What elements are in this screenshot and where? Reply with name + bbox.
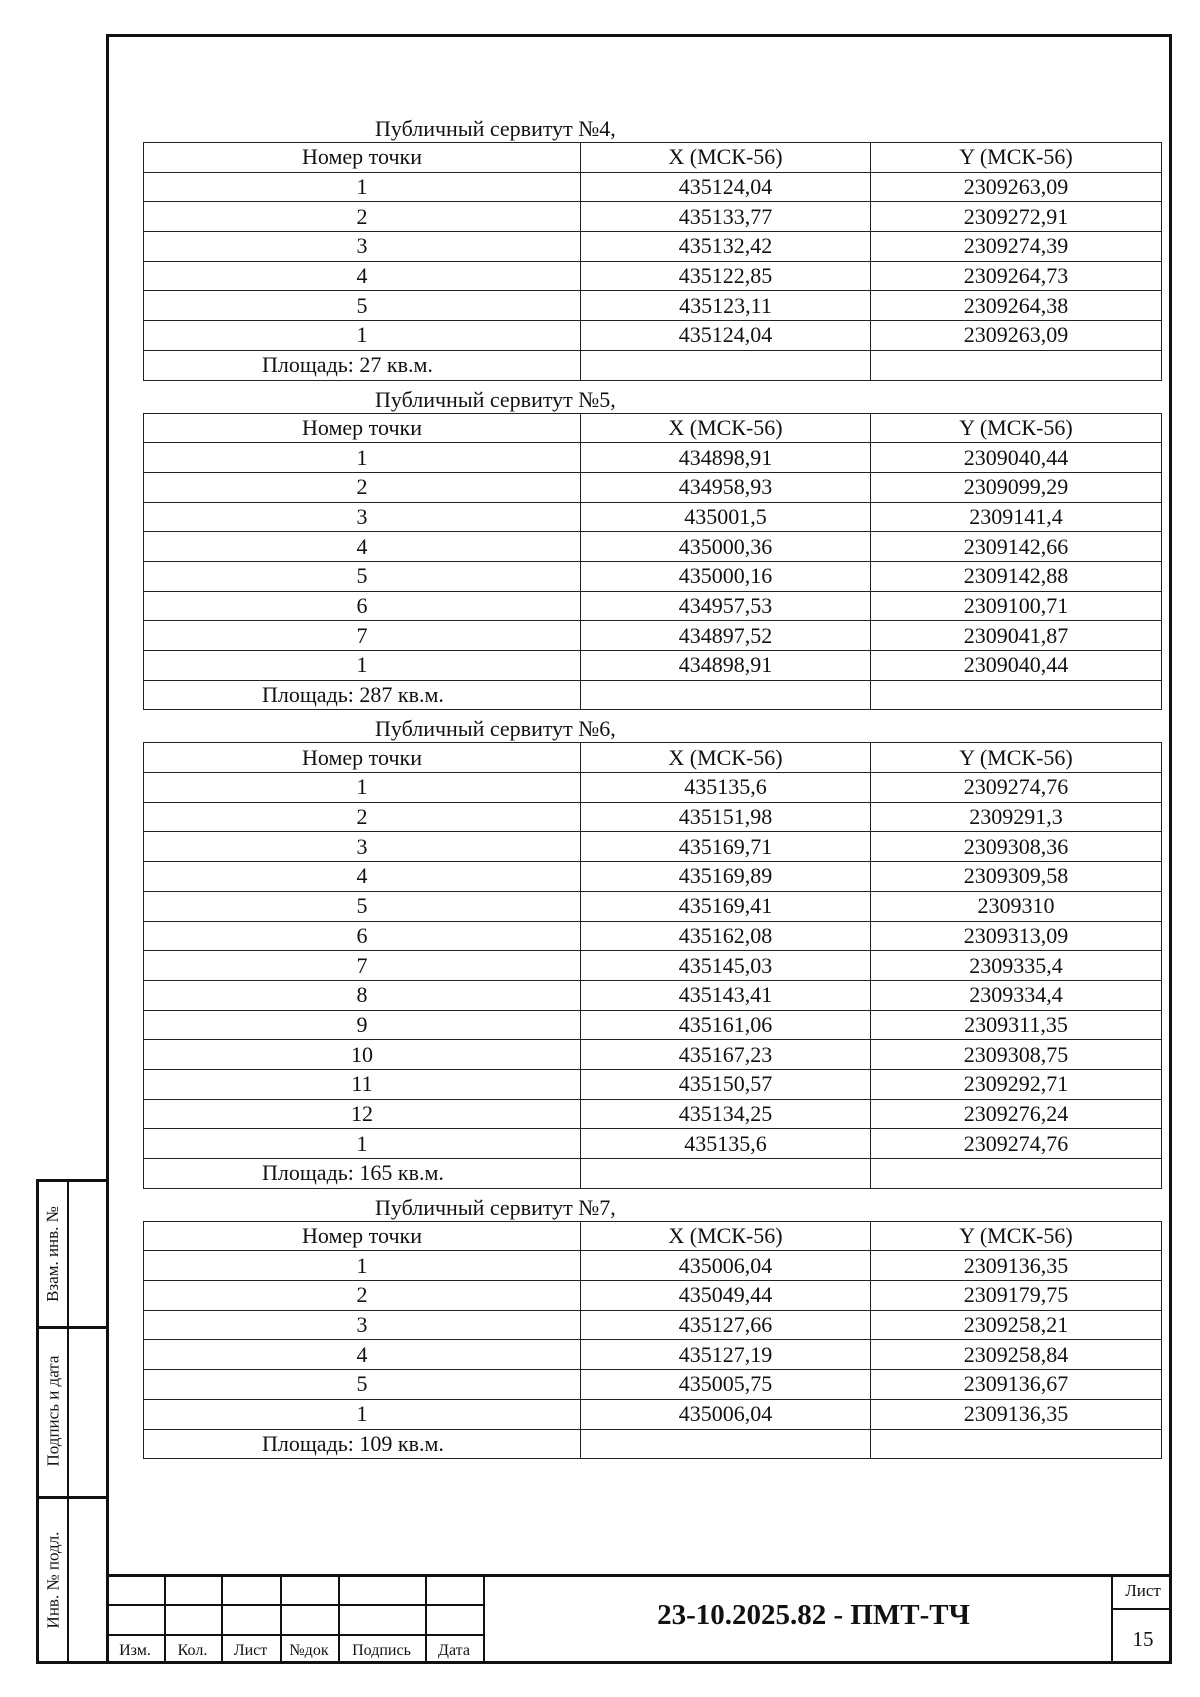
table-row [144,472,1162,502]
y-coordinate-cell: 2309291,3 [871,802,1162,832]
x-coordinate-cell: 435006,04 [581,1251,871,1281]
area-row [144,680,1162,710]
point-number-cell: 6 [144,921,581,951]
table-row [144,1129,1162,1159]
y-coordinate-cell: 2309276,24 [871,1099,1162,1129]
area-row [144,1159,1162,1189]
table-row [144,321,1162,351]
y-coordinate-cell: 2309308,75 [871,1040,1162,1070]
point-number-cell: 3 [144,232,581,262]
title-block [106,1574,1172,1664]
point-number-cell: 7 [144,951,581,981]
table-row [144,561,1162,591]
header-point-number: Номер точки [144,743,581,773]
header-y: Y (МСК-56) [871,143,1162,173]
label-podpis: Подпись [352,1642,411,1659]
stamp-signature-date: Подпись и дата [43,1355,62,1467]
table-row [144,1099,1162,1129]
table-row [144,832,1162,862]
x-coordinate-cell: 435001,5 [581,502,871,532]
x-coordinate-cell: 435127,19 [581,1340,871,1370]
stamp-inv-number: Инв. № подл. [43,1531,62,1629]
header-x: X (МСК-56) [581,143,871,173]
empty-cell [871,1159,1162,1189]
y-coordinate-cell: 2309263,09 [871,321,1162,351]
y-coordinate-cell: 2309335,4 [871,951,1162,981]
table-row [144,621,1162,651]
point-number-cell: 3 [144,832,581,862]
empty-cell [581,1429,871,1459]
x-coordinate-cell: 435006,04 [581,1399,871,1429]
label-list: Лист [233,1642,268,1659]
point-number-cell: 2 [144,202,581,232]
y-coordinate-cell: 2309041,87 [871,621,1162,651]
x-coordinate-cell: 435134,25 [581,1099,871,1129]
area-row [144,1429,1162,1459]
y-coordinate-cell: 2309272,91 [871,202,1162,232]
table-header-row [144,413,1162,443]
header-y: Y (МСК-56) [871,743,1162,773]
y-coordinate-cell: 2309040,44 [871,651,1162,681]
x-coordinate-cell: 435000,36 [581,532,871,562]
section-title: Публичный сервитут №6, [375,716,616,742]
table-header-row [144,743,1162,773]
y-coordinate-cell: 2309292,71 [871,1069,1162,1099]
area-cell: Площадь: 109 кв.м. [144,1429,581,1459]
sheet-number: 15 [1132,1627,1154,1651]
x-coordinate-cell: 435162,08 [581,921,871,951]
point-number-cell: 4 [144,532,581,562]
x-coordinate-cell: 435124,04 [581,172,871,202]
x-coordinate-cell: 435122,85 [581,261,871,291]
point-number-cell: 12 [144,1099,581,1129]
point-number-cell: 5 [144,291,581,321]
table-row [144,1310,1162,1340]
header-point-number: Номер точки [144,143,581,173]
x-coordinate-cell: 435124,04 [581,321,871,351]
x-coordinate-cell: 435135,6 [581,1129,871,1159]
x-coordinate-cell: 435150,57 [581,1069,871,1099]
table-row [144,1251,1162,1281]
point-number-cell: 11 [144,1069,581,1099]
point-number-cell: 1 [144,443,581,473]
section-title: Публичный сервитут №4, [375,116,616,141]
point-number-cell: 1 [144,651,581,681]
point-number-cell: 1 [144,1129,581,1159]
area-cell: Площадь: 27 кв.м. [144,350,581,380]
section-title: Публичный сервитут №7, [375,1194,616,1220]
point-number-cell: 5 [144,1370,581,1400]
header-x: X (МСК-56) [581,1221,871,1251]
section-title: Публичный сервитут №5, [375,386,616,412]
x-coordinate-cell: 434958,93 [581,472,871,502]
area-cell: Площадь: 287 кв.м. [144,680,581,710]
point-number-cell: 8 [144,980,581,1010]
y-coordinate-cell: 2309313,09 [871,921,1162,951]
point-number-cell: 2 [144,472,581,502]
table-row [144,1370,1162,1400]
table-row [144,651,1162,681]
y-coordinate-cell: 2309264,73 [871,261,1162,291]
table-row [144,172,1162,202]
table-row [144,443,1162,473]
coordinates-table [143,413,1162,711]
y-coordinate-cell: 2309334,4 [871,980,1162,1010]
table-row [144,951,1162,981]
header-point-number: Номер точки [144,1221,581,1251]
y-coordinate-cell: 2309142,66 [871,532,1162,562]
x-coordinate-cell: 434897,52 [581,621,871,651]
x-coordinate-cell: 435132,42 [581,232,871,262]
empty-cell [871,680,1162,710]
table-row [144,532,1162,562]
empty-cell [581,1159,871,1189]
empty-cell [581,350,871,380]
x-coordinate-cell: 435133,77 [581,202,871,232]
point-number-cell: 5 [144,561,581,591]
coordinates-table [143,742,1162,1188]
table-row [144,1399,1162,1429]
coordinates-content [143,110,1161,1459]
empty-cell [581,680,871,710]
point-number-cell: 4 [144,862,581,892]
header-y: Y (МСК-56) [871,413,1162,443]
y-coordinate-cell: 2309258,21 [871,1310,1162,1340]
y-coordinate-cell: 2309311,35 [871,1010,1162,1040]
x-coordinate-cell: 435167,23 [581,1040,871,1070]
point-number-cell: 1 [144,1399,581,1429]
side-stamp [36,1179,106,1664]
table-row [144,591,1162,621]
table-row [144,232,1162,262]
y-coordinate-cell: 2309258,84 [871,1340,1162,1370]
table-row [144,1069,1162,1099]
point-number-cell: 7 [144,621,581,651]
y-coordinate-cell: 2309179,75 [871,1281,1162,1311]
table-row [144,1340,1162,1370]
x-coordinate-cell: 435145,03 [581,951,871,981]
table-row [144,261,1162,291]
table-row [144,773,1162,803]
x-coordinate-cell: 435005,75 [581,1370,871,1400]
point-number-cell: 4 [144,1340,581,1370]
point-number-cell: 10 [144,1040,581,1070]
table-row [144,1010,1162,1040]
y-coordinate-cell: 2309040,44 [871,443,1162,473]
table-header-row [144,1221,1162,1251]
x-coordinate-cell: 434898,91 [581,651,871,681]
coordinates-table [143,1221,1162,1460]
x-coordinate-cell: 435151,98 [581,802,871,832]
point-number-cell: 3 [144,502,581,532]
y-coordinate-cell: 2309136,67 [871,1370,1162,1400]
y-coordinate-cell: 2309309,58 [871,862,1162,892]
label-ndok: №док [289,1642,329,1659]
label-kol: Кол. [177,1642,208,1659]
label-izm: Изм. [119,1642,151,1659]
sheet-label: Лист [1125,1581,1161,1600]
x-coordinate-cell: 435127,66 [581,1310,871,1340]
header-y: Y (МСК-56) [871,1221,1162,1251]
y-coordinate-cell: 2309142,88 [871,561,1162,591]
x-coordinate-cell: 435169,89 [581,862,871,892]
label-data: Дата [438,1642,470,1659]
x-coordinate-cell: 434898,91 [581,443,871,473]
table-row [144,921,1162,951]
table-row [144,891,1162,921]
point-number-cell: 1 [144,172,581,202]
document-code: 23-10.2025.82 - ПМТ-ТЧ [657,1599,970,1631]
point-number-cell: 4 [144,261,581,291]
empty-cell [871,350,1162,380]
point-number-cell: 1 [144,321,581,351]
header-point-number: Номер точки [144,413,581,443]
table-row [144,291,1162,321]
y-coordinate-cell: 2309274,76 [871,773,1162,803]
y-coordinate-cell: 2309100,71 [871,591,1162,621]
point-number-cell: 1 [144,773,581,803]
point-number-cell: 1 [144,1251,581,1281]
area-row [144,350,1162,380]
header-x: X (МСК-56) [581,413,871,443]
x-coordinate-cell: 435161,06 [581,1010,871,1040]
point-number-cell: 2 [144,802,581,832]
table-row [144,862,1162,892]
table-row [144,202,1162,232]
table-header-row [144,143,1162,173]
table-row [144,502,1162,532]
table-row [144,1281,1162,1311]
coordinates-table [143,142,1162,381]
empty-cell [871,1429,1162,1459]
stamp-vzam-inv: Взам. инв. № [43,1206,62,1302]
x-coordinate-cell: 435143,41 [581,980,871,1010]
point-number-cell: 3 [144,1310,581,1340]
x-coordinate-cell: 435049,44 [581,1281,871,1311]
y-coordinate-cell: 2309264,38 [871,291,1162,321]
y-coordinate-cell: 2309136,35 [871,1251,1162,1281]
y-coordinate-cell: 2309263,09 [871,172,1162,202]
y-coordinate-cell: 2309274,39 [871,232,1162,262]
x-coordinate-cell: 434957,53 [581,591,871,621]
table-row [144,1040,1162,1070]
y-coordinate-cell: 2309099,29 [871,472,1162,502]
header-x: X (МСК-56) [581,743,871,773]
x-coordinate-cell: 435169,71 [581,832,871,862]
y-coordinate-cell: 2309310 [871,891,1162,921]
x-coordinate-cell: 435000,16 [581,561,871,591]
point-number-cell: 6 [144,591,581,621]
point-number-cell: 5 [144,891,581,921]
y-coordinate-cell: 2309141,4 [871,502,1162,532]
x-coordinate-cell: 435135,6 [581,773,871,803]
y-coordinate-cell: 2309136,35 [871,1399,1162,1429]
point-number-cell: 9 [144,1010,581,1040]
point-number-cell: 2 [144,1281,581,1311]
y-coordinate-cell: 2309308,36 [871,832,1162,862]
y-coordinate-cell: 2309274,76 [871,1129,1162,1159]
x-coordinate-cell: 435169,41 [581,891,871,921]
table-row [144,980,1162,1010]
x-coordinate-cell: 435123,11 [581,291,871,321]
area-cell: Площадь: 165 кв.м. [144,1159,581,1189]
table-row [144,802,1162,832]
